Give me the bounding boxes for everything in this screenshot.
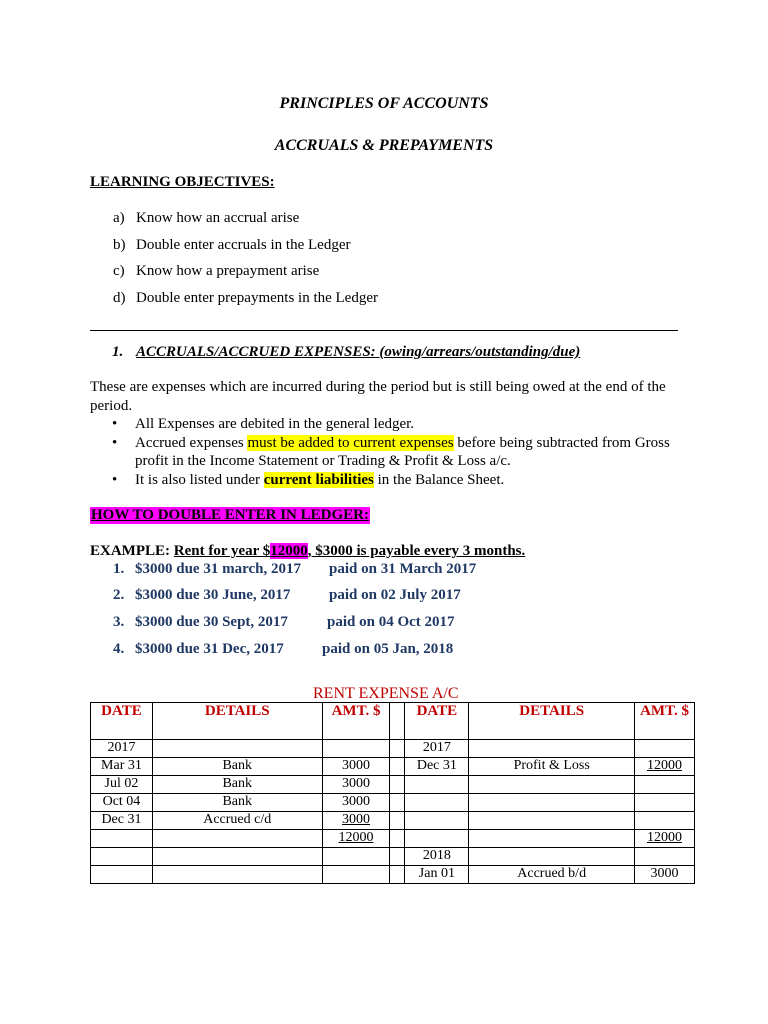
section-heading-text: ACCRUALS/ACCRUED EXPENSES: (owing/arrears/outstanding/due) [136,344,581,360]
ledger-cell [635,794,695,812]
payment-number: 3. [113,614,125,630]
ledger-cell: Profit & Loss [469,758,635,776]
bullet-list [90,415,680,490]
payment-item [113,614,455,631]
ledger-cell: Oct 04 [91,794,153,812]
page-title: PRINCIPLES OF ACCOUNTS [279,95,489,112]
objective-item [113,210,299,227]
ledger-header-cell: DATE [91,703,153,740]
ledger-cell [152,866,322,884]
payment-paid: paid on 31 March 2017 [329,561,477,577]
example-text: Rent for year $ [173,543,271,559]
ledger-cell [635,812,695,830]
payment-item [113,561,476,578]
highlighted-text: must be added to current expenses [247,435,454,451]
ledger-cell [322,866,390,884]
example-amount: 12000 [270,543,308,559]
objective-text: Double enter prepayments in the Ledger [136,290,378,306]
payment-number: 2. [113,587,125,603]
bullet-icon: • [112,435,118,451]
ledger-header-cell: DETAILS [152,703,322,740]
example-line [90,543,525,560]
ledger-cell: Mar 31 [91,758,153,776]
ledger-cell [390,848,405,866]
ledger-header-row [91,703,695,740]
payment-due: $3000 due 30 June, 2017 [135,587,291,603]
page-subtitle: ACCRUALS & PREPAYMENTS [274,137,494,154]
bullet-text: before being subtracted from Gross profit in the Income Statement or Trading & Profit & Loss a/c. [135,435,670,469]
ledger-cell: 3000 [322,812,390,830]
ledger-cell [635,848,695,866]
ledger-cell [405,794,469,812]
objective-letter: c) [113,263,125,279]
ledger-cell [635,740,695,758]
ledger-cell [405,812,469,830]
objective-text: Double enter accruals in the Ledger [136,237,351,253]
ledger-cell: 3000 [322,776,390,794]
ledger-cell [91,848,153,866]
payment-number: 4. [113,641,125,657]
ledger-cell: Jan 01 [405,866,469,884]
objective-text: Know how an accrual arise [136,210,300,226]
payment-number: 1. [113,561,125,577]
ledger-cell [322,740,390,758]
ledger-cell [405,776,469,794]
ledger-cell: 3000 [322,794,390,812]
ledger-cell [469,830,635,848]
ledger-cell: 12000 [635,830,695,848]
horizontal-rule [90,330,678,331]
ledger-row [91,794,695,812]
ledger-cell: Accrued b/d [469,866,635,884]
example-text: , $3000 is payable every 3 months. [307,543,526,559]
ledger-cell [405,830,469,848]
ledger-cell [390,812,405,830]
ledger-cell: 12000 [635,758,695,776]
ledger-header-cell: DATE [405,703,469,740]
objective-text: Know how a prepayment arise [136,263,320,279]
objective-item [113,290,378,307]
payment-paid: paid on 02 July 2017 [329,587,461,603]
payment-item [113,641,453,658]
objective-item [113,263,319,280]
example-label: EXAMPLE: [90,543,174,559]
ledger-cell: Bank [152,794,322,812]
ledger-cell: Jul 02 [91,776,153,794]
ledger-row [91,848,695,866]
payment-paid: paid on 04 Oct 2017 [327,614,455,630]
ledger-cell: 2017 [91,740,153,758]
bullet-item [90,471,680,489]
ledger-cell: 12000 [322,830,390,848]
ledger-cell [390,866,405,884]
ledger-cell [390,758,405,776]
ledger-row [91,866,695,884]
objective-letter: b) [113,237,126,253]
ledger-cell [152,848,322,866]
payment-due: $3000 due 31 march, 2017 [135,561,301,577]
objective-letter: a) [113,210,125,226]
ledger-cell: 2018 [405,848,469,866]
ledger-cell [322,848,390,866]
ledger-table [90,702,695,884]
objectives-heading: LEARNING OBJECTIVES: [90,174,275,190]
ledger-row [91,812,695,830]
payment-item [113,587,461,604]
ledger-header-cell: AMT. $ [322,703,390,740]
payment-due: $3000 due 30 Sept, 2017 [135,614,288,630]
bullet-item [90,415,680,433]
ledger-cell [469,848,635,866]
bullet-icon: • [112,472,118,488]
ledger-cell: Dec 31 [91,812,153,830]
ledger-cell [635,776,695,794]
bullet-icon: • [112,416,118,432]
ledger-cell [152,830,322,848]
ledger-cell: Bank [152,758,322,776]
bullet-text: It is also listed under [135,472,264,488]
ledger-cell: 3000 [635,866,695,884]
ledger-header-cell: DETAILS [469,703,635,740]
bullet-item [90,434,680,470]
ledger-cell [390,830,405,848]
ledger-cell: Accrued c/d [152,812,322,830]
objective-item [113,237,350,254]
ledger-cell [152,740,322,758]
ledger-title: RENT EXPENSE A/C [313,685,459,702]
highlighted-text: current liabilities [263,472,374,488]
ledger-row [91,830,695,848]
ledger-cell [390,776,405,794]
bullet-text: All Expenses are debited in the general ledger. [135,416,415,432]
objective-letter: d) [113,290,126,306]
ledger-cell [91,830,153,848]
ledger-cell [390,740,405,758]
ledger-cell [469,794,635,812]
ledger-cell [469,776,635,794]
ledger-row [91,776,695,794]
ledger-row [91,740,695,758]
payment-paid: paid on 05 Jan, 2018 [322,641,454,657]
ledger-cell: 3000 [322,758,390,776]
ledger-cell [91,866,153,884]
ledger-row [91,758,695,776]
section-number: 1. [112,344,124,360]
ledger-cell: 2017 [405,740,469,758]
ledger-cell: Bank [152,776,322,794]
ledger-divider-cell [390,703,405,740]
ledger-cell: Dec 31 [405,758,469,776]
bullet-text: in the Balance Sheet. [373,472,505,488]
bullet-text: Accrued expenses [135,435,248,451]
section-heading [112,344,580,361]
section-paragraph: These are expenses which are incurred during the period but is still being owed at the end of the period. [90,379,666,414]
how-to-heading: HOW TO DOUBLE ENTER IN LEDGER: [91,507,369,523]
payment-due: $3000 due 31 Dec, 2017 [135,641,284,657]
ledger-cell [469,812,635,830]
ledger-header-cell: AMT. $ [635,703,695,740]
ledger-cell [469,740,635,758]
ledger-cell [390,794,405,812]
